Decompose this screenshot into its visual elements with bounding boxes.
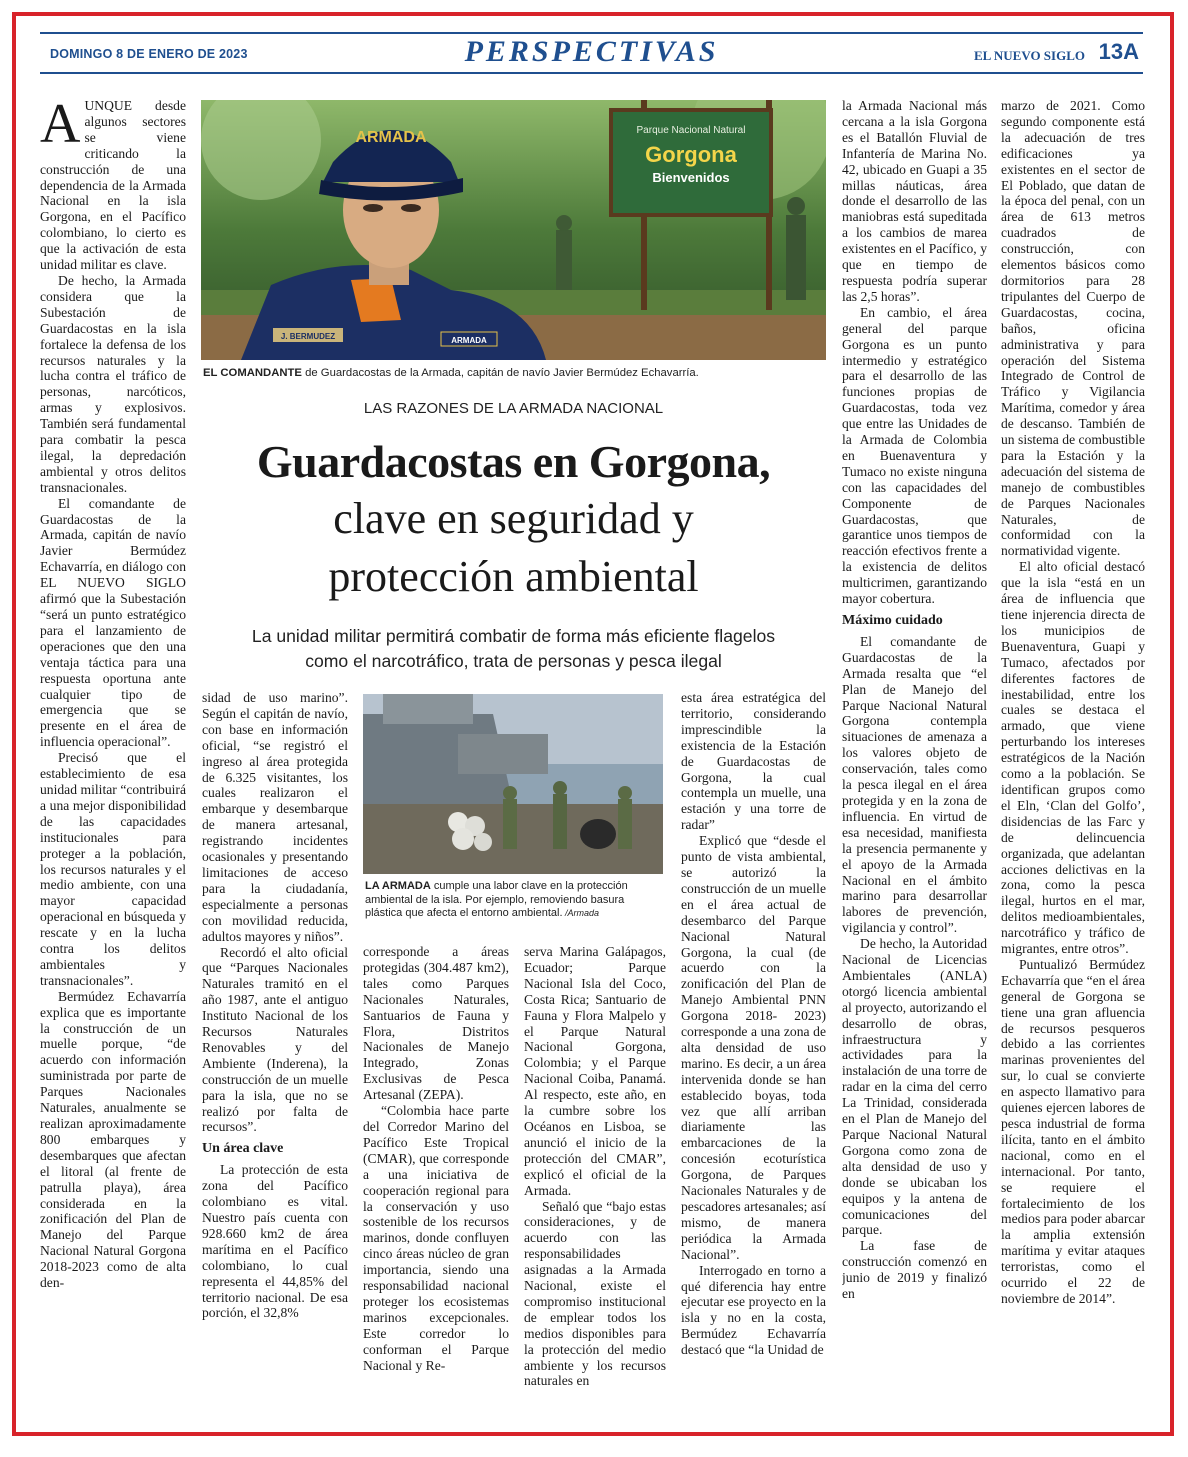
article-column-5 (681, 690, 826, 1400)
svg-text:ARMADA: ARMADA (451, 336, 487, 345)
kicker: LAS RAZONES DE LA ARMADA NACIONAL (363, 400, 664, 417)
header-bottom-rule (40, 72, 1143, 74)
deck (201, 624, 826, 674)
headline-line-3: protección ambiental (328, 552, 699, 601)
commander-photo-illustration (201, 100, 826, 360)
edition-date: DOMINGO 8 DE ENERO DE 2023 (50, 47, 248, 61)
paragraph: Señaló que “bajo estas consideraciones, y de acuerdo con las responsabilidades asignadas a la Armada Nacional, existe el compromiso institucional de emplear todos los medios disponibles para la protección del medio ambiente y los recursos naturales en (524, 1198, 666, 1389)
paragraph: De hecho, la Armada considera que la Subestación de Guardacostas en la isla fortalece la defensa de los recursos naturales y la lucha contra el tráfico de personas, narcóticos, armas y explosivos. También será fundamental para combatir la pesca ilegal, la depredación ambiental y otros delitos transnacionales. (40, 272, 186, 495)
drop-cap: A (40, 98, 81, 155)
article-column-4 (524, 944, 666, 1400)
paragraph: La protección de esta zona del Pacífico colombiano es vital. Nuestro país cuenta con 928.660 km2 de área marítima en el Pacífico colombiano, lo cual representa el 44,85% del territorio nacional. De esa porción, el 32,8% (202, 1162, 348, 1321)
svg-text:ARMADA: ARMADA (355, 129, 427, 146)
paragraph: Interrogado en torno a qué diferencia hay entre ejecutar ese proyecto en la isla y no en la costa, Bermúdez Echavarría destacó que “la Unidad de (681, 1262, 826, 1358)
deck-line-2: como el narcotráfico, trata de personas y pesca ilegal (305, 651, 722, 671)
paragraph: Precisó que el establecimiento de esa unidad militar “contribuirá a una mejor disponibilidad de las capacidades institucionales para proteger a la población, los recursos naturales y el medio ambiente, con una mayor capacidad operacional en búsqueda y rescate y en la lucha contra los delitos ambientales y transnacionales”. (40, 750, 186, 988)
paragraph: la Armada Nacional más cercana a la isla Gorgona es el Batallón Fluvial de Infantería de Marina No. 42, ubicado en Guapi a 35 millas náuticas, área donde el desarrollo de las maniobras está supeditada a los cambios de marea existentes en el Pacífico, y que en tiempo de respuesta podría superar las 2,5 horas”. (842, 98, 987, 304)
svg-text:Gorgona: Gorgona (645, 142, 737, 167)
article-column-6 (842, 98, 987, 1400)
paragraph: La fase de construcción comenzó en junio de 2019 y finalizó en (842, 1238, 987, 1302)
photo-credit: /Armada (562, 908, 600, 918)
cleanup-photo-illustration (363, 694, 663, 874)
commander-photo (201, 100, 826, 360)
navy-cleanup-photo (363, 694, 663, 874)
paragraph: serva Marina Galápagos, Ecuador; Parque Nacional Isla del Coco, Costa Rica; Santuario de Fauna y Flora Malpelo y el Parque Natural Nacional Gorgona, Colombia; y el Parque Nacional Coiba, Panamá. Al respecto, este año, en la cumbre sobre los Océanos en Lisboa, se anunció el inicio de la protección del CMAR”, explicó el oficial de la Armada. (524, 944, 666, 1198)
paragraph: Bermúdez Echavarría explica que es importante la construcción de un muelle porque, “de acuerdo con información suministrada por parte de Parques Nacionales Naturales, anualmente se realizan aproximadamente 800 embarques y desembarques que afectan el litoral (al frente de patrulla playa), área considerada en la zonificación del Plan de Manejo del Parque Nacional Natural Gorgona 2018-2023 como de alta den- (40, 988, 186, 1291)
paragraph: corresponde a áreas protegidas (304.487 km2), tales como Parques Nacionales Naturales, Santuarios de Fauna y Flora, Distritos Nacionales de Manejo Integrado, Zonas Exclusivas de Pesca Artesanal (ZEPA). (363, 944, 509, 1103)
paragraph: El comandante de Guardacostas de la Armada, capitán de navío Javier Bermúdez Echavarría, en diálogo con EL NUEVO SIGLO afirmó que la Subestación “será un punto estratégico para el lanzamiento de operaciones que den una ventaja táctica para una respuesta oportuna ante cualquier tipo de emergencia que se presente en el área de influencia operacional”. (40, 495, 186, 750)
article-column-1 (40, 98, 186, 1400)
article-column-7 (1001, 98, 1145, 1400)
page-header (40, 32, 1143, 74)
paragraph: marzo de 2021. Como segundo componente está la adecuación de tres edificaciones ya existentes en el sector de El Poblado, que datan de la época del penal, con un área de 613 metros cuadrados de construcción, con elementos básicos como dormitorios para 28 tripulantes del Cuerpo de Guardacostas, cocina, baños, oficina administrativa y para operación del Sistema Integrado de Control de Tráfico y Vigilancia Marítima, comedor y área de descanso. También de un sistema de combustible para la Estación y la adecuación del sistema de manejo de combustibles de Parques Nacionales Naturales, de conformidad con la normatividad vigente. (1001, 98, 1145, 559)
paragraph: “Colombia hace parte del Corredor Marino del Pacífico Este Tropical (CMAR), que corresponde a una iniciativa de cooperación regional para la conservación y uso sostenible de los recursos marinos, donde confluyen cinco áreas núcleo de gran importancia, siendo una responsabilidad nacional proteger los ecosistemas marinos excepcionales. Este corredor lo conforman el Parque Nacional y Re- (363, 1103, 509, 1373)
paragraph: El alto oficial destacó que la isla “está en un área de influencia que tiene injerencia directa de los municipios de Buenaventura, Guapi y Tumaco, afectados por diferentes factores de inestabilidad, entre los cuales se destaca el armado, que viene perturbando los intereses estratégicos de la Nación como a la población. Se identifican grupos como el Eln, ‘Clan del Golfo’, disidencias de las Farc y de delincuencia organizada, que adelantan acciones delictivas en la zona, como la pesca ilegal, hurtos en el mar, delitos medioambientales, narcotráfico y tráfico de migrantes, entre otros”. (1001, 559, 1145, 957)
paragraph: esta área estratégica del territorio, considerando imprescindible la existencia de la Estación de Guardacostas de Gorgona, la cual contempla un muelle, una estación y una torre de radar” (681, 690, 826, 833)
article-column-3 (363, 944, 509, 1400)
subheading: Un área clave (202, 1141, 284, 1157)
svg-text:Bienvenidos: Bienvenidos (652, 170, 730, 185)
paragraph: sidad de uso marino”. Según el capitán de navío, con base en información oficial, “se registró el ingreso al área protegida de 6.325 visitantes, los cuales realizaron el embarque y desembarque de manera artesanal, registrando incidentes ocasionales y presentando limitaciones de acceso para la ciudadanía, especialmente a personas con movilidad reducida, adultos mayores y niños”. (202, 690, 348, 944)
paragraph: Explicó que “desde el punto de vista ambiental, se autorizó la construcción de un muelle en el área actual de desembarco del Parque Nacional Natural Gorgona, la cual (de acuerdo con la zonificación del Plan de Manejo Ambiental PNN Gorgona 2018- 2023) corresponde a una zona de alta densidad de uso marino. Es decir, a un área intervenida donde se han establecido boyas, toda vez que allí arriban diariamente las embarcaciones de la concesión ecoturística Gorgona, de Parques Nacionales Naturales y de pescadores artesanales; así mismo, de manera periódica la Armada Nacional”. (681, 833, 826, 1262)
photo2-caption: LA ARMADA cumple una labor clave en la protección ambiental de la isla. Por ejemplo, removiendo basura plástica que afecta el entorno ambiental. /Armada (365, 880, 628, 919)
section-title: PERSPECTIVAS (464, 35, 719, 68)
subheading: Máximo cuidado (842, 613, 943, 628)
svg-text:Parque Nacional Natural: Parque Nacional Natural (636, 125, 746, 136)
lead-paragraph: AUNQUE desde algunos sectores se viene criticando la construcción de una dependencia de la Armada Nacional en la isla Gorgona, en el Pacífico colombiano, lo cierto es que la activación de esta unidad militar es clave. (40, 98, 186, 273)
headline-line-1: Guardacostas en Gorgona, (256, 436, 771, 487)
photo1-caption: EL COMANDANTE de Guardacostas de la Armada, capitán de navío Javier Bermúdez Echavarría. (203, 367, 699, 379)
paragraph: De hecho, la Autoridad Nacional de Licencias Ambientales (ANLA) otorgó licencia ambiental al proyecto, autorizando el desarrollo de obras, infraestructura y actividades para la instalación de una torre de radar en la cima del cerro La Trinidad, considerada en el Plan de Manejo del Parque Nacional Natural Gorgona como zona de alta densidad de uso y donde se ubicaban los equipos y la antena de comunicaciones del parque. (842, 936, 987, 1238)
headline-line-2: clave en seguridad y (333, 494, 694, 543)
deck-line-1: La unidad militar permitirá combatir de forma más eficiente flagelos (251, 626, 776, 646)
paragraph: El comandante de Guardacostas de la Armada resalta que “el Plan de Manejo del Parque Nacional Natural Gorgona contempla situaciones de amenaza a los valores objeto de conservación, tales como la pesca ilegal en el área protegida y en la zona de influencia. En virtud de esa necesidad, manifiesta la presencia permanente y el apoyo de la Armada Nacional en el ámbito marino para desarrollar labores de prevención, vigilancia y control”. (842, 633, 987, 936)
paragraph: Recordó el alto oficial que “Parques Nacionales Naturales tramitó en el año 1987, ante el antiguo Instituto Nacional de los Recursos Naturales Renovables y del Ambiente (Inderena), la construcción de un muelle para la isla, que no se realizó por falta de recursos”. (202, 944, 348, 1135)
paragraph: Puntualizó Bermúdez Echavarría que “en el área general de Gorgona se tiene una gran afluencia de recursos pesqueros debido a las corrientes marinas provenientes del sur, lo cual se convierte en aspecto llamativo para quienes ejercen labores de pesca industrial de forma ilícita, tanto en el ámbito nacional, como en el internacional. Por tanto, se requiere el fortalecimiento de los medios para poder abarcar la amplia extensión marítima y evitar ataques terroristas, como el ocurrido el 22 de noviembre de 2014”. (1001, 956, 1145, 1306)
headline (201, 434, 826, 606)
article-column-2 (202, 690, 348, 1400)
newspaper-name: EL NUEVO SIGLO (974, 48, 1085, 63)
paragraph: En cambio, el área general del parque Gorgona es un punto intermedio y estratégico para el desarrollo de las funciones propias de Guardacostas, toda vez que entre las Unidades de la Armada de Colombia en Buenaventura y Tumaco no existe ninguna con las capacidades del Componente de Guardacostas, que garantice unos tiempos de reacción efectivos frente a la existencia de delitos multicrimen, garantizando mayor cobertura. (842, 304, 987, 607)
svg-text:J. BERMUDEZ: J. BERMUDEZ (280, 332, 336, 341)
header-top-rule (40, 32, 1143, 34)
page-number: 13A (1098, 39, 1139, 64)
